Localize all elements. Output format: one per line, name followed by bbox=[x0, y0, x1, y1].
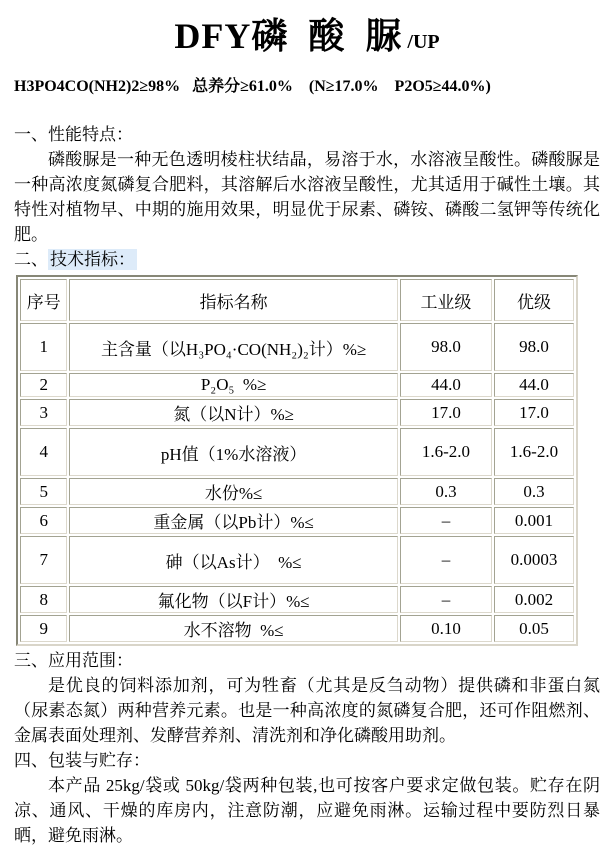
table-row bbox=[20, 536, 574, 584]
header-cell-name: 指标名称 bbox=[69, 279, 397, 321]
cell-no: 6 bbox=[20, 507, 67, 534]
cell-premium-value: 0.3 bbox=[494, 478, 574, 505]
title-latin-part: DFY bbox=[174, 16, 252, 56]
cell-premium-value: 1.6-2.0 bbox=[494, 428, 574, 476]
table-header-row bbox=[20, 279, 574, 321]
cell-no: 8 bbox=[20, 586, 67, 613]
header-cell-no: 序号 bbox=[20, 279, 67, 321]
tech-specs-table bbox=[16, 275, 578, 646]
title-suffix: /UP bbox=[407, 31, 440, 53]
table-row bbox=[20, 323, 574, 371]
cell-premium-value: 44.0 bbox=[494, 373, 574, 397]
chemical-spec-line: H3PO4CO(NH2)2≥98% 总养分≥61.0% (N≥17.0% P2O5≥44.0%) bbox=[14, 78, 491, 95]
section-heading-packaging: 四、包装与贮存： bbox=[14, 751, 150, 770]
highlighted-heading-text: 技术指标： bbox=[50, 250, 135, 269]
section-heading-applications: 三、应用范围： bbox=[14, 651, 133, 670]
applications-paragraph: 是优良的饲料添加剂，可为牲畜（尤其是反刍动物）提供磷和非蛋白氮（尿素态氮）两种营养元素。也是一种高浓度的氮磷复合肥，还可作阻燃剂、金属表面处理剂、发酵营养剂、清洗剂和净化磷酸用助剂。 bbox=[14, 676, 600, 745]
cell-industrial-value: – bbox=[400, 536, 492, 584]
section-heading-performance: 一、性能特点： bbox=[14, 125, 133, 144]
table-row bbox=[20, 399, 574, 426]
cell-indicator-name: 氮（以N计）%≥ bbox=[69, 399, 397, 426]
cell-indicator-name: P₂O₅ %≥ bbox=[69, 373, 397, 397]
cell-industrial-value: 0.3 bbox=[400, 478, 492, 505]
cell-no: 3 bbox=[20, 399, 67, 426]
table-row bbox=[20, 507, 574, 534]
table-row bbox=[20, 615, 574, 642]
cell-industrial-value: 98.0 bbox=[400, 323, 492, 371]
cell-industrial-value: 44.0 bbox=[400, 373, 492, 397]
cell-indicator-name: pH值（1%水溶液） bbox=[69, 428, 397, 476]
cell-premium-value: 0.002 bbox=[494, 586, 574, 613]
heading-number-prefix: 二、 bbox=[14, 250, 48, 269]
cell-industrial-value: – bbox=[400, 507, 492, 534]
header-cell-premium: 优级 bbox=[494, 279, 574, 321]
section-heading-tech-specs bbox=[14, 247, 600, 272]
cell-no: 7 bbox=[20, 536, 67, 584]
header-cell-industrial: 工业级 bbox=[400, 279, 492, 321]
cell-industrial-value: – bbox=[400, 586, 492, 613]
cell-premium-value: 98.0 bbox=[494, 323, 574, 371]
table-row bbox=[20, 373, 574, 397]
cell-premium-value: 0.001 bbox=[494, 507, 574, 534]
cell-industrial-value: 0.10 bbox=[400, 615, 492, 642]
table-row bbox=[20, 428, 574, 476]
title-chinese-part: 磷 酸 脲 bbox=[251, 16, 408, 56]
cell-no: 4 bbox=[20, 428, 67, 476]
cell-indicator-name: 水不溶物 %≤ bbox=[69, 615, 397, 642]
cell-premium-value: 0.0003 bbox=[494, 536, 574, 584]
cell-indicator-name: 重金属（以Pb计）%≤ bbox=[69, 507, 397, 534]
cell-indicator-name: 砷（以As计） %≤ bbox=[69, 536, 397, 584]
cell-no: 9 bbox=[20, 615, 67, 642]
cell-no: 5 bbox=[20, 478, 67, 505]
cell-premium-value: 17.0 bbox=[494, 399, 574, 426]
cell-no: 2 bbox=[20, 373, 67, 397]
performance-paragraph: 磷酸脲是一种无色透明棱柱状结晶，易溶于水，水溶液呈酸性。磷酸脲是一种高浓度氮磷复合肥料，其溶解后水溶液呈酸性，尤其适用于碱性土壤。其特性对植物早、中期的施用效果，明显优于尿素、磷铵、磷酸二氢钾等传统化肥。 bbox=[14, 150, 600, 244]
cell-no: 1 bbox=[20, 323, 67, 371]
cell-industrial-value: 1.6-2.0 bbox=[400, 428, 492, 476]
cell-indicator-name: 水份%≤ bbox=[69, 478, 397, 505]
document-title bbox=[14, 8, 600, 59]
cell-indicator-name: 氟化物（以F计）%≤ bbox=[69, 586, 397, 613]
cell-industrial-value: 17.0 bbox=[400, 399, 492, 426]
table-row bbox=[20, 586, 574, 613]
packaging-paragraph: 本产品 25kg/袋或 50kg/袋两种包装,也可按客户要求定做包装。贮存在阴凉、通风、干燥的库房内，注意防潮，应避免雨淋。运输过程中要防烈日暴晒，避免雨淋。 bbox=[14, 776, 600, 845]
table-row bbox=[20, 478, 574, 505]
cell-premium-value: 0.05 bbox=[494, 615, 574, 642]
cell-indicator-name: 主含量（以H₃PO₄·CO(NH₂)₂计）%≥ bbox=[69, 323, 397, 371]
